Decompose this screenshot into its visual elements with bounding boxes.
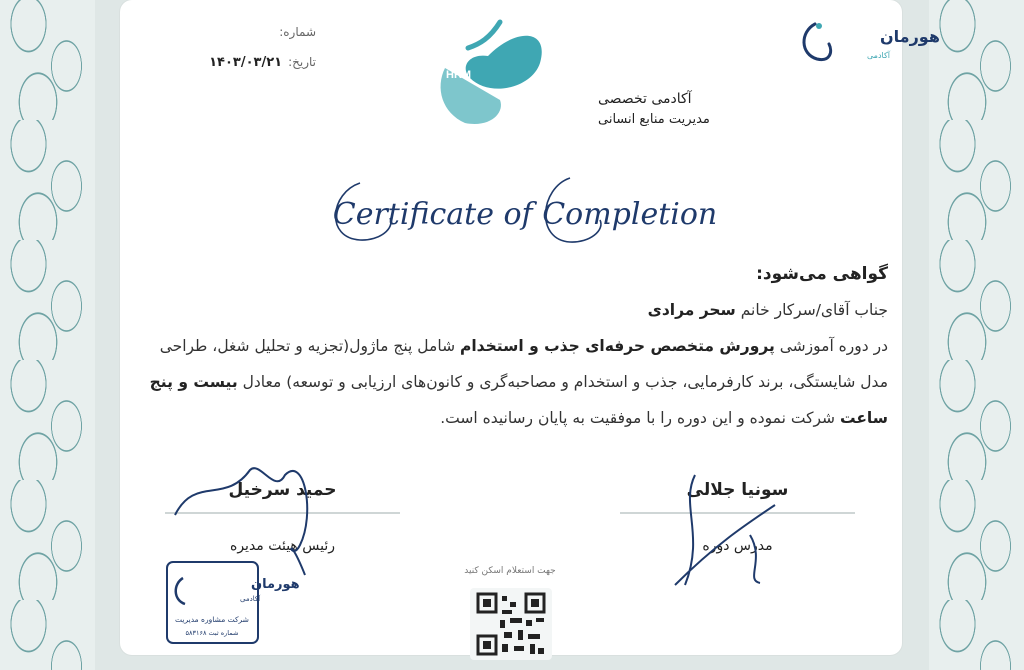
signature-chairman-line: [165, 512, 400, 514]
signature-instructor-name: سونیا جلالی: [686, 480, 789, 500]
signature-instructor-line: [620, 512, 855, 514]
signature-chairman-role: رئیس هیئت مدیره: [229, 538, 335, 554]
date-value: ۱۴۰۳/۰۳/۲۱: [209, 54, 283, 70]
signature-chairman-name: حمید سرخیل: [228, 480, 337, 500]
signature-chairman: [165, 480, 400, 554]
brand-logo-name: هورمان: [880, 27, 940, 46]
signature-instructor: [620, 480, 855, 554]
stamp-company: شرکت مشاوره مدیریت: [175, 615, 249, 624]
certificate-paper: [120, 0, 940, 655]
course-name: پرورش متخصص حرفه‌ای جذب و استخدام: [460, 337, 775, 355]
stamp-brand: هورمان: [251, 577, 300, 592]
date-label: تاریخ:: [288, 55, 316, 69]
recipient-prefix: جناب آقای/سرکار خانم: [740, 301, 888, 319]
academy-logo: [420, 8, 710, 133]
body-heading: گواهی می‌شود:: [756, 264, 888, 284]
academy-logo-line2: مدیریت منابع انسانی: [598, 112, 710, 127]
number-row: [206, 22, 316, 42]
course-prefix: در دوره آموزشی: [779, 337, 888, 355]
date-row: [206, 52, 316, 72]
left-decorative-border: [0, 0, 95, 670]
certificate-title: [320, 168, 720, 253]
certificate-title-text: Certificate of Completion: [332, 197, 718, 232]
signature-instructor-role: مدرس دوره: [702, 538, 773, 554]
number-label: شماره:: [279, 25, 316, 39]
right-decorative-border: [929, 0, 1024, 670]
qr-label: جهت استعلام اسکن کنید: [464, 566, 556, 576]
company-stamp: [165, 560, 300, 645]
verification-qr-code[interactable]: [470, 588, 552, 660]
course-paragraph: [148, 328, 888, 436]
academy-logo-line1: آکادمی تخصصی: [598, 91, 692, 107]
recipient-line: [148, 292, 888, 328]
stamp-registration: شماره ثبت ۵۸۳۱۶۸: [185, 629, 239, 637]
certificate-meta: [206, 22, 316, 82]
brand-logo-sub: آکادمی: [867, 51, 890, 60]
course-hours: بیست و پنج ساعت: [149, 373, 888, 427]
course-closing: شرکت نموده و این دوره را با موفقیت به پایان رسانیده است.: [440, 409, 835, 427]
stamp-sub: آکادمی: [240, 595, 261, 603]
course-description: شامل پنج ماژول(تجزیه و تحلیل شغل، طراحی مدل شایستگی، برند کارفرمایی، جذب و استخدام و مصاحبه‌گری و کانون‌های ارزیابی و توسعه) معادل: [159, 337, 888, 391]
certificate-body: [148, 256, 888, 436]
academy-logo-mark: HRM: [446, 69, 472, 81]
brand-logo: [795, 14, 940, 69]
recipient-name: سحر مرادی: [647, 301, 736, 319]
